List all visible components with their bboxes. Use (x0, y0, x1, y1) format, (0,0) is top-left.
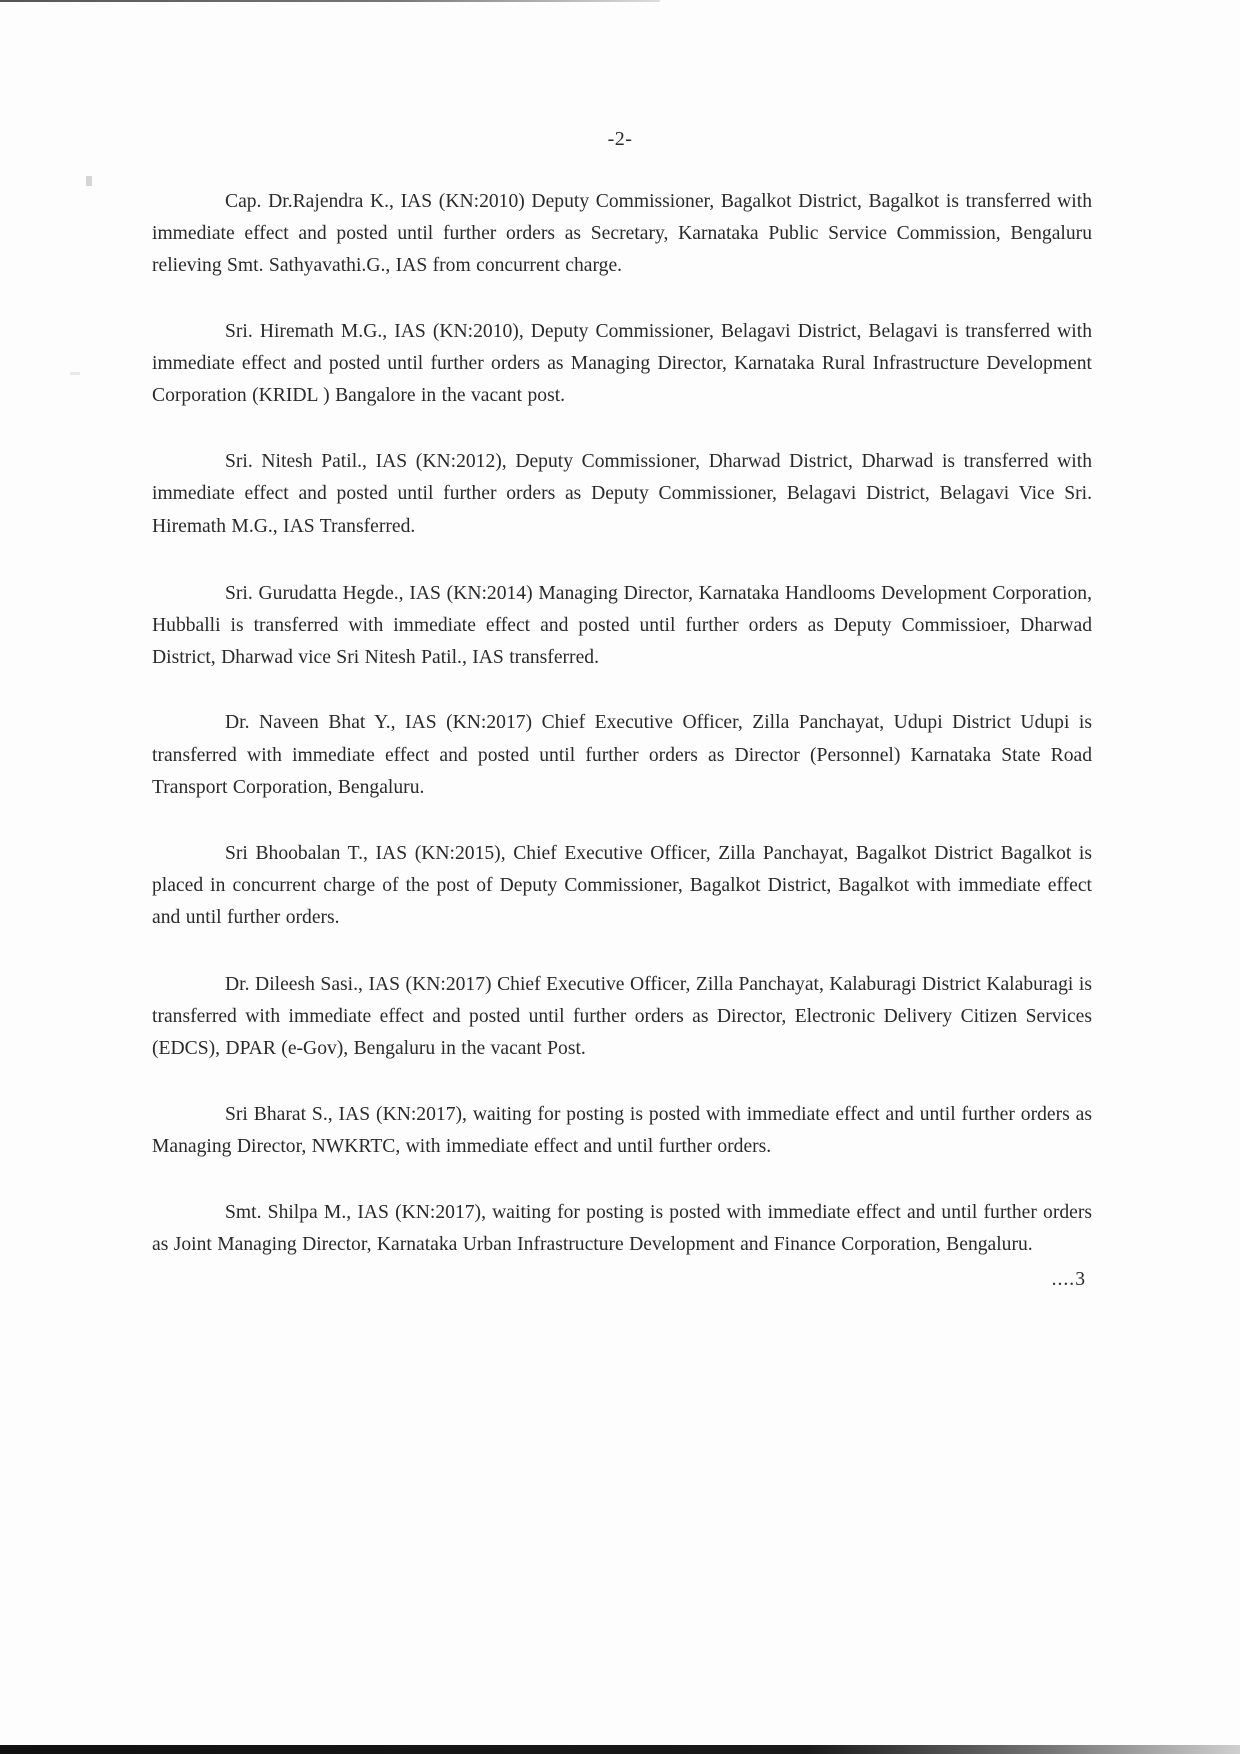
scan-speck (70, 372, 80, 375)
paragraph-shilpa: Smt. Shilpa M., IAS (KN:2017), waiting for posting is posted with immediate effect and until further orders as Joint Managing Director, Karnataka Urban Infrastructure Development and Finance Corporation, Bengaluru. (152, 1201, 1092, 1255)
paragraph-nitesh-patil: Sri. Nitesh Patil., IAS (KN:2012), Deputy Commissioner, Dharwad District, Dharwad is transferred with immediate effect and posted until further orders as Deputy Commissioner, Belagavi District, Belagavi Vice Sri. Hiremath M.G., IAS Transferred. (152, 451, 1092, 537)
paragraph-bharat: Sri Bharat S., IAS (KN:2017), waiting for posting is posted with immediate effect and until further orders as Managing Director, NWKRTC, with immediate effect and until further orders. (152, 1104, 1092, 1158)
page-number: -2- (607, 128, 633, 150)
paragraph-dileesh-sasi: Dr. Dileesh Sasi., IAS (KN:2017) Chief Executive Officer, Zilla Panchayat, Kalaburagi District Kalaburagi is transferred with immediate effect and posted until further orders as Director, Electronic Delivery Citizen Services (EDCS), DPAR (e-Gov), Bengaluru in the vacant Post. (152, 973, 1092, 1060)
continuation-marker: ....3 (1051, 1269, 1086, 1291)
paragraph-naveen-bhat: Dr. Naveen Bhat Y., IAS (KN:2017) Chief Executive Officer, Zilla Panchayat, Udupi District Udupi is transferred with immediate effect and posted until further orders as Director (Personnel) Karnataka State Road Transport Corporation, Bengaluru. (152, 712, 1092, 798)
paragraph-rajendra: Cap. Dr.Rajendra K., IAS (KN:2010) Deputy Commissioner, Bagalkot District, Bagalkot is transferred with immediate effect and posted until further orders as Secretary, Karnataka Public Service Commission, Bengaluru relieving Smt. Sathyavathi.G., IAS from concurrent charge. (152, 191, 1092, 277)
scan-edge-bottom (0, 1745, 1240, 1754)
paragraph-gurudatta-hegde: Sri. Gurudatta Hegde., IAS (KN:2014) Managing Director, Karnataka Handlooms Development Corporation, Hubballi is transferred with immediate effect and posted until further orders as Deputy Commissioer, Dharwad District, Dharwad vice Sri Nitesh Patil., IAS transferred. (152, 582, 1092, 669)
document-body (152, 186, 1092, 1291)
scan-speck (86, 176, 92, 186)
paragraph-hiremath: Sri. Hiremath M.G., IAS (KN:2010), Deputy Commissioner, Belagavi District, Belagavi is transferred with immediate effect and posted until further orders as Managing Director, Karnataka Rural Infrastructure Development Corporation (KRIDL ) Bangalore in the vacant post. (152, 320, 1092, 407)
scan-edge-top (0, 0, 660, 2)
paragraph-bhoobalan: Sri Bhoobalan T., IAS (KN:2015), Chief Executive Officer, Zilla Panchayat, Bagalkot District Bagalkot is placed in concurrent charge of the post of Deputy Commissioner, Bagalkot District, Bagalkot with immediate effect and until further orders. (152, 843, 1092, 929)
